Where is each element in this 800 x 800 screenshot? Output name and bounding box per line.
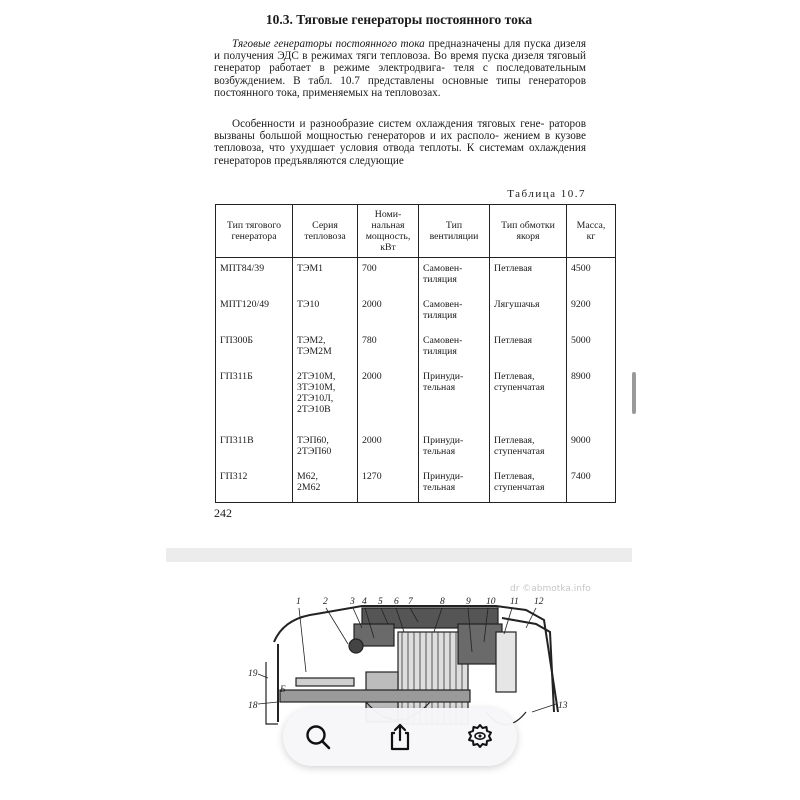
cell-text: тельная bbox=[423, 446, 456, 457]
paragraph-2-line: Особенности и разнообразие систем охлаждения тяговых гене- bbox=[232, 118, 545, 130]
callout-label: 18 bbox=[248, 701, 258, 711]
cell-text: Самовен- bbox=[423, 263, 463, 274]
header-text: Масса, bbox=[576, 220, 606, 231]
paragraph-1 bbox=[214, 38, 586, 99]
table-caption: Таблица 10.7 bbox=[507, 188, 586, 200]
table-row bbox=[216, 258, 616, 295]
callout-label: 4 bbox=[362, 597, 367, 607]
cell-text: ГП311В bbox=[220, 435, 254, 446]
cell-col-type bbox=[216, 430, 293, 466]
cell-text: 4500 bbox=[571, 263, 591, 274]
cell-col-winding bbox=[490, 258, 567, 295]
table-body bbox=[216, 258, 616, 503]
paragraph-2 bbox=[214, 118, 586, 167]
callout-label: 2 bbox=[323, 597, 328, 607]
table-row bbox=[216, 466, 616, 503]
cell-col-series bbox=[293, 466, 358, 503]
header-col-type bbox=[216, 205, 293, 258]
visual-lookup-icon bbox=[465, 722, 495, 752]
cell-text: М62, bbox=[297, 471, 318, 482]
table-row bbox=[216, 330, 616, 366]
cell-col-power bbox=[358, 366, 419, 430]
cell-text: тиляция bbox=[423, 346, 457, 357]
cell-text: 2000 bbox=[362, 435, 382, 446]
cell-col-power bbox=[358, 294, 419, 330]
search-icon bbox=[303, 722, 333, 752]
watermark: dr ©abmotka.info bbox=[510, 584, 591, 594]
header-text: Серия bbox=[312, 220, 338, 231]
header-text: Номи- bbox=[374, 209, 402, 220]
cell-text: 8900 bbox=[571, 371, 591, 382]
scrollbar[interactable] bbox=[632, 372, 636, 414]
cell-col-series bbox=[293, 294, 358, 330]
share-icon bbox=[385, 722, 415, 752]
cell-text: ТЭП60, bbox=[297, 435, 329, 446]
cell-col-winding bbox=[490, 330, 567, 366]
cell-text: ступенчатая bbox=[494, 446, 545, 457]
cell-text: Петлевая, bbox=[494, 435, 535, 446]
cell-text: 3ТЭ10М, bbox=[297, 382, 336, 393]
header-text: нальная bbox=[371, 220, 405, 231]
cell-text: ГП311Б bbox=[220, 371, 253, 382]
cell-text: 2000 bbox=[362, 299, 382, 310]
callout-label: 12 bbox=[534, 597, 544, 607]
cell-col-vent bbox=[419, 466, 490, 503]
section-heading: 10.3. Тяговые генераторы постоянного тока bbox=[265, 12, 533, 27]
cell-text: 780 bbox=[362, 335, 377, 346]
callout-label: Б bbox=[280, 685, 286, 695]
cell-text: ТЭ10 bbox=[297, 299, 320, 310]
cell-text: ступенчатая bbox=[494, 482, 545, 493]
cell-text: ТЭМ2, bbox=[297, 335, 326, 346]
header-text: мощность, bbox=[365, 231, 411, 242]
cell-col-type bbox=[216, 466, 293, 503]
cell-text: тельная bbox=[423, 482, 456, 493]
cell-text: 700 bbox=[362, 263, 377, 274]
image-toolbar bbox=[283, 708, 517, 766]
cell-text: ГП312 bbox=[220, 471, 248, 482]
callout-label: 8 bbox=[440, 597, 445, 607]
cell-col-mass bbox=[567, 430, 616, 466]
header-text: генератора bbox=[231, 231, 277, 242]
header-col-power bbox=[358, 205, 419, 258]
cell-text: 9200 bbox=[571, 299, 591, 310]
cell-col-mass bbox=[567, 466, 616, 503]
cell-col-power bbox=[358, 430, 419, 466]
cell-col-winding bbox=[490, 294, 567, 330]
header-text: кг bbox=[586, 231, 596, 242]
cell-text: ТЭМ2М bbox=[297, 346, 332, 357]
cell-col-series bbox=[293, 366, 358, 430]
cell-col-type bbox=[216, 366, 293, 430]
cell-col-series bbox=[293, 258, 358, 295]
header-text: вентиляции bbox=[429, 231, 479, 242]
callout-label: 1 bbox=[296, 597, 301, 607]
callout-label: 6 bbox=[394, 597, 399, 607]
table-header-row bbox=[216, 205, 616, 258]
generator-table bbox=[215, 204, 616, 503]
cell-text: тельная bbox=[423, 382, 456, 393]
cell-text: 2М62 bbox=[297, 482, 321, 493]
header-col-vent bbox=[419, 205, 490, 258]
paragraph-1-line: тепловозах. bbox=[384, 86, 441, 99]
cell-col-type bbox=[216, 258, 293, 295]
paragraph-1-lead: Тяговые генераторы постоянного тока bbox=[232, 38, 425, 50]
paragraph-2-line: К системам охлаждения генераторов предъявляются следующие bbox=[214, 142, 587, 167]
cell-col-type bbox=[216, 294, 293, 330]
cell-col-mass bbox=[567, 294, 616, 330]
paragraph-1-line: дизеля и получения ЭДС в режимах тяги тепловоза. Во время bbox=[214, 38, 587, 63]
header-text: якоря bbox=[516, 231, 540, 242]
callout-label: 7 bbox=[408, 597, 413, 607]
cell-col-winding bbox=[490, 430, 567, 466]
cell-text: Самовен- bbox=[423, 335, 463, 346]
header-col-winding bbox=[490, 205, 567, 258]
cell-col-vent bbox=[419, 366, 490, 430]
cell-text: Лягушачья bbox=[494, 299, 540, 310]
page-number: 242 bbox=[214, 506, 232, 520]
cell-text: Петлевая, bbox=[494, 371, 535, 382]
cell-text: Принуди- bbox=[423, 371, 464, 382]
share-button[interactable] bbox=[385, 722, 415, 752]
callout-label: 10 bbox=[486, 597, 496, 607]
header-text: Тип тягового bbox=[226, 220, 282, 231]
cell-col-winding bbox=[490, 466, 567, 503]
cell-text: ГП300Б bbox=[220, 335, 254, 346]
cell-text: 2ТЭ10В bbox=[297, 404, 331, 415]
header-col-mass bbox=[567, 205, 616, 258]
cell-col-mass bbox=[567, 258, 616, 295]
cell-col-power bbox=[358, 466, 419, 503]
cell-text: Принуди- bbox=[423, 435, 464, 446]
paragraph-2-line: жением в кузове тепловоза, что ухудшает условия отвода теплоты. bbox=[214, 130, 586, 155]
cell-text: 2ТЭП60 bbox=[297, 446, 332, 457]
cell-col-vent bbox=[419, 258, 490, 295]
table-row bbox=[216, 294, 616, 330]
header-text: тепловоза bbox=[304, 231, 346, 242]
cell-text: 1270 bbox=[362, 471, 382, 482]
cell-col-mass bbox=[567, 366, 616, 430]
cell-text: Петлевая bbox=[494, 263, 533, 274]
cell-col-vent bbox=[419, 294, 490, 330]
cell-col-series bbox=[293, 330, 358, 366]
cell-col-mass bbox=[567, 330, 616, 366]
cell-text: ТЭМ1 bbox=[297, 263, 324, 274]
cell-text: Петлевая, bbox=[494, 471, 535, 482]
search-button[interactable] bbox=[303, 722, 333, 752]
callout-label: 11 bbox=[510, 597, 519, 607]
paragraph-1-line: теля с последовательным возбуждением. В табл. 10.7 представлены bbox=[214, 62, 586, 87]
page-gap bbox=[166, 548, 632, 562]
callout-label: 13 bbox=[558, 701, 568, 711]
cell-col-vent bbox=[419, 430, 490, 466]
cell-text: 2000 bbox=[362, 371, 382, 382]
header-col-series bbox=[293, 205, 358, 258]
cell-text: МПТ120/49 bbox=[220, 299, 269, 310]
cell-col-vent bbox=[419, 330, 490, 366]
cell-text: тиляция bbox=[423, 274, 457, 285]
header-text: Тип bbox=[445, 220, 463, 231]
cell-col-power bbox=[358, 258, 419, 295]
cell-text: тиляция bbox=[423, 310, 457, 321]
cell-col-series bbox=[293, 430, 358, 466]
cell-text: 2ТЭ10Л, bbox=[297, 393, 334, 404]
cell-text: 7400 bbox=[571, 471, 591, 482]
table-row bbox=[216, 366, 616, 430]
cell-col-type bbox=[216, 330, 293, 366]
header-text: Тип обмотки bbox=[501, 220, 555, 231]
table-row bbox=[216, 430, 616, 466]
cell-text: Самовен- bbox=[423, 299, 463, 310]
cell-col-power bbox=[358, 330, 419, 366]
callout-label: 19 bbox=[248, 669, 258, 679]
cell-text: 2ТЭ10М, bbox=[297, 371, 336, 382]
callout-label: 5 bbox=[378, 597, 383, 607]
paragraph-1-line: пуска дизеля тяговый генератор работает в режиме электродвига- bbox=[214, 50, 586, 75]
cell-col-winding bbox=[490, 366, 567, 430]
visual-lookup-button[interactable] bbox=[465, 722, 495, 752]
callout-label: 9 bbox=[466, 597, 471, 607]
paragraph-1-line: предназначены для пуска bbox=[424, 38, 551, 50]
cell-text: ступенчатая bbox=[494, 382, 545, 393]
cell-text: Принуди- bbox=[423, 471, 464, 482]
paragraph-2-line: раторов вызваны большой мощностью генераторов и их располо- bbox=[214, 118, 587, 143]
cell-text: 5000 bbox=[571, 335, 591, 346]
paragraph-1-line: основные типы генераторов постоянного тока, применяемых на bbox=[214, 74, 587, 99]
callout-label: 3 bbox=[350, 597, 355, 607]
cell-text: 9000 bbox=[571, 435, 591, 446]
cell-text: МПТ84/39 bbox=[220, 263, 265, 274]
header-text: кВт bbox=[380, 242, 396, 253]
document-page bbox=[166, 0, 632, 548]
cell-text: Петлевая bbox=[494, 335, 533, 346]
